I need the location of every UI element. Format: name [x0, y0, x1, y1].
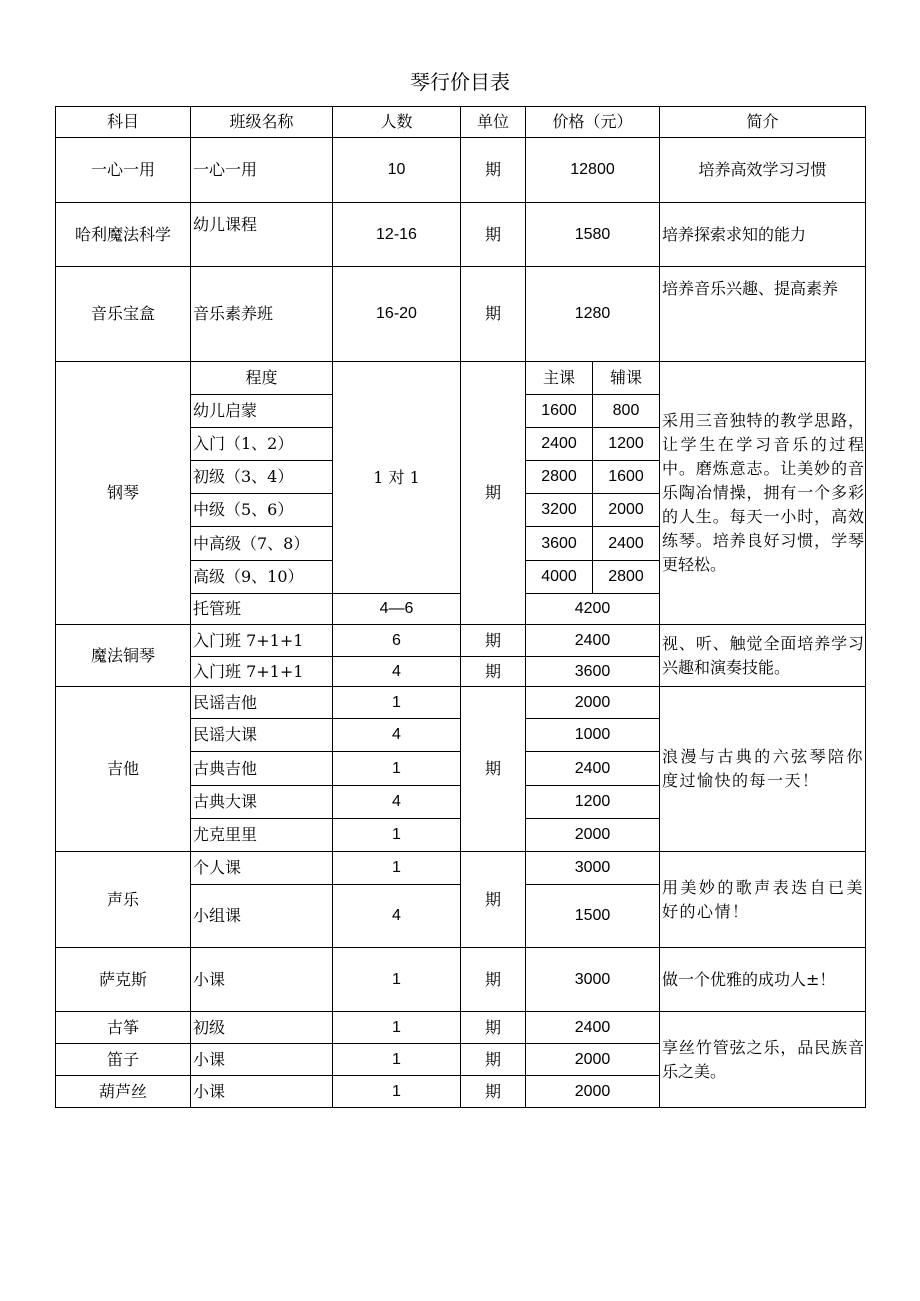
people-cell: 4 — [333, 885, 461, 948]
main-price-cell: 3200 — [526, 494, 593, 527]
class-name-cell: 小课 — [191, 1076, 333, 1108]
subject-cell: 哈利魔法科学 — [56, 203, 191, 267]
people-cell: 4 — [333, 657, 461, 687]
intro-cell: 做一个优雅的成功人±！ — [660, 948, 866, 1012]
main-lesson-header-cell: 主课 — [526, 362, 593, 395]
row-guzheng — [56, 1012, 866, 1044]
unit-cell: 期 — [461, 138, 526, 203]
people-cell: 1 — [333, 752, 461, 786]
class-name-cell: 民谣吉他 — [191, 687, 333, 719]
class-name-cell: 个人课 — [191, 852, 333, 885]
aux-price-cell: 2800 — [593, 561, 660, 594]
class-name-cell: 入门班 7+1+1 — [191, 657, 333, 687]
price-cell: 4200 — [526, 594, 660, 625]
unit-cell: 期 — [461, 1012, 526, 1044]
aux-price-cell: 1200 — [593, 428, 660, 461]
row-guitar — [56, 687, 866, 719]
header-price: 价格（元） — [526, 107, 660, 138]
people-cell: 16-20 — [333, 267, 461, 362]
subject-cell: 音乐宝盒 — [56, 267, 191, 362]
price-cell: 1580 — [526, 203, 660, 267]
row-saxophone — [56, 948, 866, 1012]
main-price-cell: 3600 — [526, 527, 593, 561]
price-cell: 2400 — [526, 1012, 660, 1044]
people-cell: 1 — [333, 819, 461, 852]
class-name-cell: 小课 — [191, 948, 333, 1012]
unit-cell: 期 — [461, 852, 526, 948]
people-cell: 4—6 — [333, 594, 461, 625]
people-cell: 1 — [333, 852, 461, 885]
main-price-cell: 2800 — [526, 461, 593, 494]
aux-price-cell: 1600 — [593, 461, 660, 494]
header-row — [56, 107, 866, 138]
unit-cell: 期 — [461, 267, 526, 362]
price-cell: 2400 — [526, 752, 660, 786]
subject-cell: 一心一用 — [56, 138, 191, 203]
price-cell: 1500 — [526, 885, 660, 948]
people-cell: 1 — [333, 1076, 461, 1108]
price-cell: 2000 — [526, 1076, 660, 1108]
intro-cell: 培养音乐兴趣、提高素养 — [660, 267, 866, 362]
price-cell: 1200 — [526, 786, 660, 819]
class-name-cell: 古典吉他 — [191, 752, 333, 786]
intro-cell: 培养探索求知的能力 — [660, 203, 866, 267]
header-subject: 科目 — [56, 107, 191, 138]
level-cell: 入门（1、2） — [191, 428, 333, 461]
price-cell: 1000 — [526, 719, 660, 752]
intro-cell: 培养高效学习习惯 — [660, 138, 866, 203]
price-cell: 2000 — [526, 1044, 660, 1076]
class-name-cell: 入门班 7+1+1 — [191, 625, 333, 657]
class-name-cell: 音乐素养班 — [191, 267, 333, 362]
unit-cell: 期 — [461, 362, 526, 625]
header-class-name: 班级名称 — [191, 107, 333, 138]
level-cell: 幼儿启蒙 — [191, 395, 333, 428]
header-unit: 单位 — [461, 107, 526, 138]
unit-cell: 期 — [461, 1076, 526, 1108]
class-name-cell: 古典大课 — [191, 786, 333, 819]
price-cell: 2000 — [526, 819, 660, 852]
unit-cell: 期 — [461, 657, 526, 687]
people-cell: 1 — [333, 687, 461, 719]
people-cell: 4 — [333, 719, 461, 752]
people-cell: 10 — [333, 138, 461, 203]
unit-cell: 期 — [461, 625, 526, 657]
subject-cell: 魔法铜琴 — [56, 625, 191, 687]
aux-lesson-header-cell: 辅课 — [593, 362, 660, 395]
row-music-box — [56, 267, 866, 362]
class-name-cell: 幼儿课程 — [191, 203, 333, 267]
price-cell: 3000 — [526, 852, 660, 885]
class-name-cell: 小组课 — [191, 885, 333, 948]
level-cell: 托管班 — [191, 594, 333, 625]
people-cell: 1 对 1 — [333, 362, 461, 594]
intro-cell: 用美妙的歌声表迭自已美好的心情！ — [660, 852, 866, 948]
level-cell: 初级（3、4） — [191, 461, 333, 494]
people-cell: 6 — [333, 625, 461, 657]
subject-cell: 萨克斯 — [56, 948, 191, 1012]
class-name-cell: 初级 — [191, 1012, 333, 1044]
class-name-cell: 小课 — [191, 1044, 333, 1076]
level-cell: 高级（9、10） — [191, 561, 333, 594]
subject-cell: 钢琴 — [56, 362, 191, 625]
class-name-cell: 一心一用 — [191, 138, 333, 203]
price-cell: 12800 — [526, 138, 660, 203]
header-people: 人数 — [333, 107, 461, 138]
level-header-cell: 程度 — [191, 362, 333, 395]
subject-cell: 吉他 — [56, 687, 191, 852]
row-vocal — [56, 852, 866, 885]
intro-cell: 视、听、触觉全面培养学习兴趣和演奏技能。 — [660, 625, 866, 687]
people-cell: 1 — [333, 948, 461, 1012]
intro-cell: 采用三音独特的教学思路，让学生在学习音乐的过程中。磨炼意志。让美妙的音乐陶冶情操，拥有一个多彩的人生。每天一小时，高效练琴。培养良好习惯，学琴更轻松。 — [660, 362, 866, 625]
row-magic-brass — [56, 625, 866, 657]
unit-cell: 期 — [461, 203, 526, 267]
main-price-cell: 2400 — [526, 428, 593, 461]
intro-cell: 享丝竹管弦之乐，品民族音乐之美。 — [660, 1012, 866, 1108]
subject-cell: 古筝 — [56, 1012, 191, 1044]
price-cell: 3000 — [526, 948, 660, 1012]
aux-price-cell: 2400 — [593, 527, 660, 561]
header-intro: 简介 — [660, 107, 866, 138]
people-cell: 4 — [333, 786, 461, 819]
main-price-cell: 4000 — [526, 561, 593, 594]
class-name-cell: 尤克里里 — [191, 819, 333, 852]
row-yixin — [56, 138, 866, 203]
unit-cell: 期 — [461, 948, 526, 1012]
price-cell: 2000 — [526, 687, 660, 719]
aux-price-cell: 2000 — [593, 494, 660, 527]
price-table — [55, 106, 866, 1108]
row-piano-header — [56, 362, 866, 395]
unit-cell: 期 — [461, 687, 526, 852]
subject-cell: 声乐 — [56, 852, 191, 948]
row-harry-magic-science — [56, 203, 866, 267]
level-cell: 中高级（7、8） — [191, 527, 333, 561]
aux-price-cell: 800 — [593, 395, 660, 428]
subject-cell: 笛子 — [56, 1044, 191, 1076]
price-cell: 2400 — [526, 625, 660, 657]
subject-cell: 葫芦丝 — [56, 1076, 191, 1108]
intro-cell: 浪漫与古典的六弦琴陪你度过愉快的每一天！ — [660, 687, 866, 852]
main-price-cell: 1600 — [526, 395, 593, 428]
page-title: 琴行价目表 — [410, 70, 510, 94]
price-cell: 1280 — [526, 267, 660, 362]
class-name-cell: 民谣大课 — [191, 719, 333, 752]
people-cell: 12-16 — [333, 203, 461, 267]
people-cell: 1 — [333, 1012, 461, 1044]
people-cell: 1 — [333, 1044, 461, 1076]
level-cell: 中级（5、6） — [191, 494, 333, 527]
price-cell: 3600 — [526, 657, 660, 687]
unit-cell: 期 — [461, 1044, 526, 1076]
